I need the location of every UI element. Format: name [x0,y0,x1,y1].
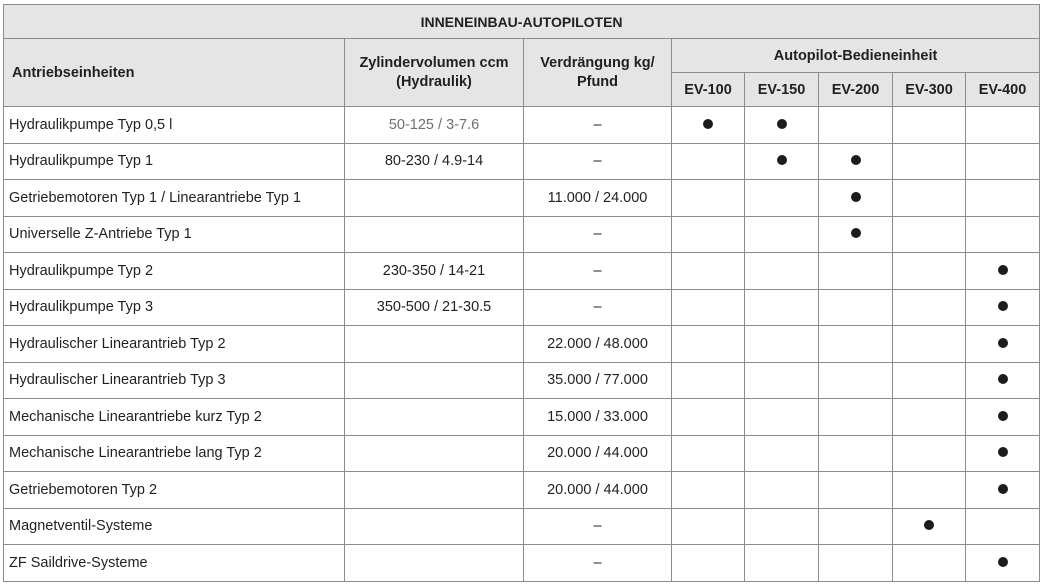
cell-compat-ev-100 [672,289,745,326]
table-row [4,216,1040,253]
cell-drive-unit: Hydraulischer Linearantrieb Typ 2 [4,326,345,363]
cell-displacement: 20.000 / 44.000 [524,472,672,509]
cell-drive-unit: Getriebemotoren Typ 1 / Linearantriebe Typ 1 [4,180,345,217]
cell-compat-ev-150 [745,362,819,399]
cell-cylinder-volume [345,545,524,582]
table-row [4,180,1040,217]
cell-compat-ev-300 [893,545,966,582]
cell-compat-ev-150 [745,180,819,217]
cell-compat-ev-100 [672,362,745,399]
cell-compat-ev-150 [745,435,819,472]
cell-displacement: 15.000 / 33.000 [524,399,672,436]
cell-displacement: 22.000 / 48.000 [524,326,672,363]
cell-drive-unit: Mechanische Linearantriebe lang Typ 2 [4,435,345,472]
cell-compat-ev-150 [745,326,819,363]
cell-drive-unit: Hydraulischer Linearantrieb Typ 3 [4,362,345,399]
table-row [4,143,1040,180]
cell-compat-ev-300 [893,180,966,217]
cell-compat-ev-400 [966,399,1040,436]
cell-compat-ev-400 [966,435,1040,472]
cell-displacement: – [524,143,672,180]
header-control-unit: Autopilot-Bedieneinheit [672,39,1040,73]
cell-compat-ev-200 [819,472,893,509]
cell-compat-ev-200 [819,362,893,399]
cell-displacement: – [524,508,672,545]
cell-compat-ev-150 [745,508,819,545]
cell-compat-ev-100 [672,508,745,545]
cell-compat-ev-100 [672,472,745,509]
header-model-ev-100: EV-100 [672,73,745,107]
cell-compat-ev-200 [819,545,893,582]
cell-compat-ev-100 [672,107,745,144]
cell-compat-ev-400 [966,545,1040,582]
cell-compat-ev-150 [745,399,819,436]
cell-compat-ev-200 [819,253,893,290]
cell-compat-ev-100 [672,545,745,582]
compatible-dot-icon [777,119,787,129]
cell-drive-unit: Magnetventil-Systeme [4,508,345,545]
cell-compat-ev-100 [672,435,745,472]
cell-compat-ev-400 [966,180,1040,217]
cell-compat-ev-300 [893,107,966,144]
table-row [4,399,1040,436]
header-cylinder-volume: Zylindervolumen ccm (Hydraulik) [345,39,524,107]
header-model-ev-200: EV-200 [819,73,893,107]
table-row [4,107,1040,144]
cell-compat-ev-200 [819,143,893,180]
cell-compat-ev-100 [672,253,745,290]
cell-compat-ev-150 [745,253,819,290]
cell-compat-ev-100 [672,180,745,217]
cell-drive-unit: Mechanische Linearantriebe kurz Typ 2 [4,399,345,436]
cell-compat-ev-100 [672,143,745,180]
cell-displacement: – [524,545,672,582]
cell-compat-ev-400 [966,472,1040,509]
cell-cylinder-volume [345,180,524,217]
cell-compat-ev-400 [966,253,1040,290]
cell-displacement: 35.000 / 77.000 [524,362,672,399]
cell-compat-ev-200 [819,435,893,472]
header-model-ev-400: EV-400 [966,73,1040,107]
cell-cylinder-volume [345,362,524,399]
cell-compat-ev-200 [819,107,893,144]
cell-drive-unit: Getriebemotoren Typ 2 [4,472,345,509]
cell-displacement: – [524,289,672,326]
cell-drive-unit: Universelle Z-Antriebe Typ 1 [4,216,345,253]
header-displacement: Verdrängung kg/ Pfund [524,39,672,107]
compatible-dot-icon [998,301,1008,311]
cell-compat-ev-200 [819,399,893,436]
compatible-dot-icon [851,228,861,238]
cell-compat-ev-300 [893,472,966,509]
compatible-dot-icon [998,484,1008,494]
cell-compat-ev-300 [893,326,966,363]
table-row [4,545,1040,582]
cell-compat-ev-400 [966,289,1040,326]
cell-cylinder-volume: 350-500 / 21-30.5 [345,289,524,326]
cell-displacement: 11.000 / 24.000 [524,180,672,217]
cell-drive-unit: Hydraulikpumpe Typ 0,5 l [4,107,345,144]
cell-compat-ev-150 [745,472,819,509]
cell-compat-ev-400 [966,508,1040,545]
cell-cylinder-volume: 80-230 / 4.9-14 [345,143,524,180]
cell-compat-ev-200 [819,508,893,545]
cell-compat-ev-100 [672,216,745,253]
cell-compat-ev-400 [966,143,1040,180]
cell-drive-unit: Hydraulikpumpe Typ 2 [4,253,345,290]
cell-compat-ev-200 [819,180,893,217]
table-row [4,326,1040,363]
cell-compat-ev-300 [893,253,966,290]
cell-cylinder-volume [345,435,524,472]
header-drive-units: Antriebseinheiten [4,39,345,107]
cell-cylinder-volume: 50-125 / 3-7.6 [345,107,524,144]
cell-displacement: – [524,107,672,144]
table-row [4,435,1040,472]
cell-compat-ev-150 [745,545,819,582]
cell-compat-ev-300 [893,216,966,253]
cell-compat-ev-300 [893,362,966,399]
header-model-ev-150: EV-150 [745,73,819,107]
compatible-dot-icon [703,119,713,129]
compatible-dot-icon [998,411,1008,421]
cell-compat-ev-400 [966,107,1040,144]
cell-compat-ev-150 [745,107,819,144]
cell-displacement: 20.000 / 44.000 [524,435,672,472]
compatible-dot-icon [998,374,1008,384]
cell-compat-ev-400 [966,326,1040,363]
cell-compat-ev-300 [893,289,966,326]
cell-cylinder-volume [345,216,524,253]
cell-drive-unit: Hydraulikpumpe Typ 3 [4,289,345,326]
table-title: INNENEINBAU-AUTOPILOTEN [4,5,1040,39]
cell-compat-ev-300 [893,435,966,472]
cell-compat-ev-150 [745,216,819,253]
compatible-dot-icon [851,192,861,202]
compatible-dot-icon [998,447,1008,457]
compatible-dot-icon [777,155,787,165]
cell-displacement: – [524,253,672,290]
cell-compat-ev-200 [819,326,893,363]
cell-compat-ev-300 [893,143,966,180]
autopilot-compatibility-table [3,4,1040,582]
compatible-dot-icon [998,338,1008,348]
cell-compat-ev-200 [819,216,893,253]
cell-compat-ev-400 [966,216,1040,253]
cell-cylinder-volume [345,508,524,545]
compatible-dot-icon [998,557,1008,567]
compatible-dot-icon [924,520,934,530]
cell-drive-unit: ZF Saildrive-Systeme [4,545,345,582]
table-row [4,253,1040,290]
cell-cylinder-volume [345,326,524,363]
compatible-dot-icon [998,265,1008,275]
cell-cylinder-volume: 230-350 / 14-21 [345,253,524,290]
table-row [4,362,1040,399]
cell-compat-ev-200 [819,289,893,326]
cell-compat-ev-400 [966,362,1040,399]
cell-compat-ev-100 [672,326,745,363]
cell-compat-ev-150 [745,143,819,180]
table-row [4,472,1040,509]
cell-cylinder-volume [345,399,524,436]
cell-compat-ev-300 [893,399,966,436]
cell-cylinder-volume [345,472,524,509]
cell-compat-ev-100 [672,399,745,436]
compatible-dot-icon [851,155,861,165]
cell-drive-unit: Hydraulikpumpe Typ 1 [4,143,345,180]
cell-compat-ev-150 [745,289,819,326]
table-row [4,508,1040,545]
cell-compat-ev-300 [893,508,966,545]
table-row [4,289,1040,326]
cell-displacement: – [524,216,672,253]
header-model-ev-300: EV-300 [893,73,966,107]
